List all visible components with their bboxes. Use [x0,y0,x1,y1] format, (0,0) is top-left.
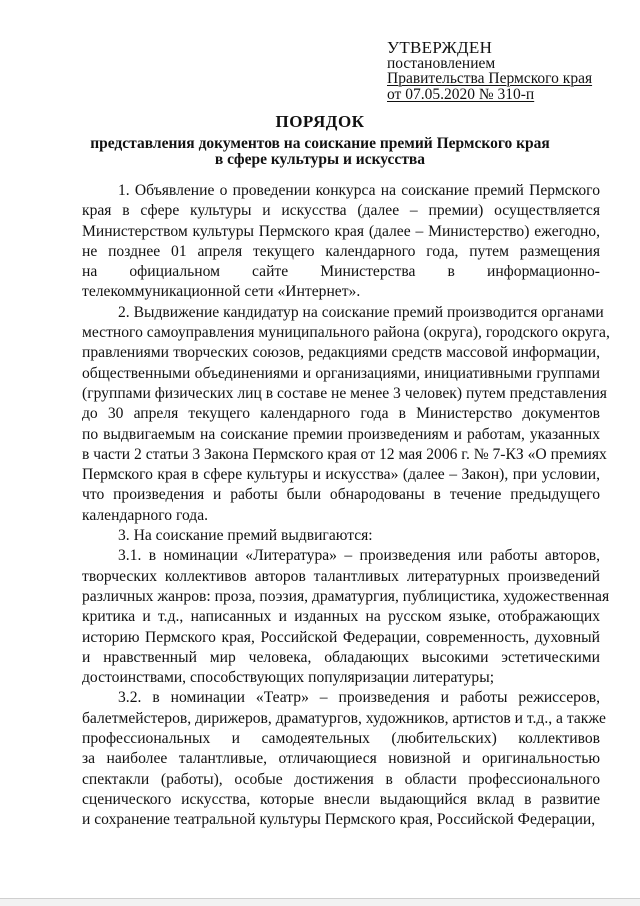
text-line: правлениями творческих союзов, редакциями средств массовой информации, [82,344,600,362]
text-line: критика и т.д., написанных и изданных на русском языке, отображающих [82,608,600,626]
text-line: местного самоуправления муниципального района (округа), городского округа, [82,324,610,342]
text-line: достоинствами, способствующих популяризации литературы; [82,669,495,687]
text-line: телекоммуникационной сети «Интернет». [82,283,361,301]
document-title: ПОРЯДОК [275,112,365,131]
text-line: сценического искусства, которые внесли выдающийся вклад в развитие [82,790,600,808]
text-line: и нравственный мир человека, обладающих высокими эстетическими [82,648,600,666]
paragraph [82,546,610,688]
paragraph [82,303,610,526]
text-line: в части 2 статьи 3 Закона Пермского края от 12 мая 2006 г. № 7-КЗ «О премиях [82,445,607,463]
text-line: общественными объединениями и организациями, инициативными группами [82,364,600,382]
text-line: различных жанров: проза, поэзия, драматургия, публицистика, художественная [82,587,610,605]
approval-date-line: от 07.05.2020 № 310-п [387,85,535,103]
text-line: 3.2. в номинации «Театр» – произведения и работы режиссеров, [118,689,600,707]
text-line: 3. На соискание премий выдвигаются: [118,527,373,545]
text-line: творческих коллективов авторов талантливых литературных произведений [82,567,600,585]
text-line: (группами физических лиц в составе не менее 3 человек) путем представления [82,384,607,402]
document-subtitle [0,136,640,168]
text-line: до 30 апреля текущего календарного года в Министерство документов [82,405,600,423]
subtitle-line: в сфере культуры и искусства [214,151,426,168]
paragraph [82,526,600,546]
text-line: календарного года. [82,506,209,524]
text-line: 2. Выдвижение кандидатур на соискание премий производится органами [118,303,604,321]
document-body [82,181,610,831]
text-line: и сохранение театральной культуры Пермского края, Российской Федерации, [82,811,596,829]
text-line: Пермского края в сфере культуры и искусства» (далее – Закон), при условии, [82,466,600,484]
text-line: за наиболее талантливые, отличающиеся новизной и оригинальностью [82,750,600,768]
text-line: края в сфере культуры и искусства (далее – премии) осуществляется [82,202,600,220]
approval-line: Правительства Пермского края [387,70,593,87]
paragraph [82,181,600,303]
approval-stamp [387,40,592,102]
text-line: не позднее 01 апреля текущего календарного года, путем размещения [82,242,600,260]
text-line: по выдвигаемым на соискание премии произведениям и работам, указанных [82,425,600,443]
text-line: профессиональных и самодеятельных (любительских) коллективов [82,730,600,748]
approval-heading: УТВЕРЖДЕН [387,38,493,57]
text-line: историю Пермского края, Российской Федерации, современность, духовный [82,628,600,646]
text-line: Министерством культуры Пермского края (далее – Министерство) ежегодно, [82,222,600,240]
text-line: 3.1. в номинации «Литература» – произведения или работы авторов, [118,547,600,565]
approval-line: постановлением [387,54,496,72]
text-line: 1. Объявление о проведении конкурса на соискание премий Пермского [118,182,600,199]
paragraph [82,688,606,830]
text-line: спектакли (работы), особые достижения в области профессионального [82,770,600,788]
text-line: что произведения и работы были обнародованы в течение предыдущего [82,486,600,504]
subtitle-line: представления документов на соискание премий Пермского края [90,135,550,152]
text-line: на официальном сайте Министерства в информационно- [82,263,600,281]
text-line: балетмейстеров, дирижеров, драматургов, художников, артистов и т.д., а также [82,709,606,727]
